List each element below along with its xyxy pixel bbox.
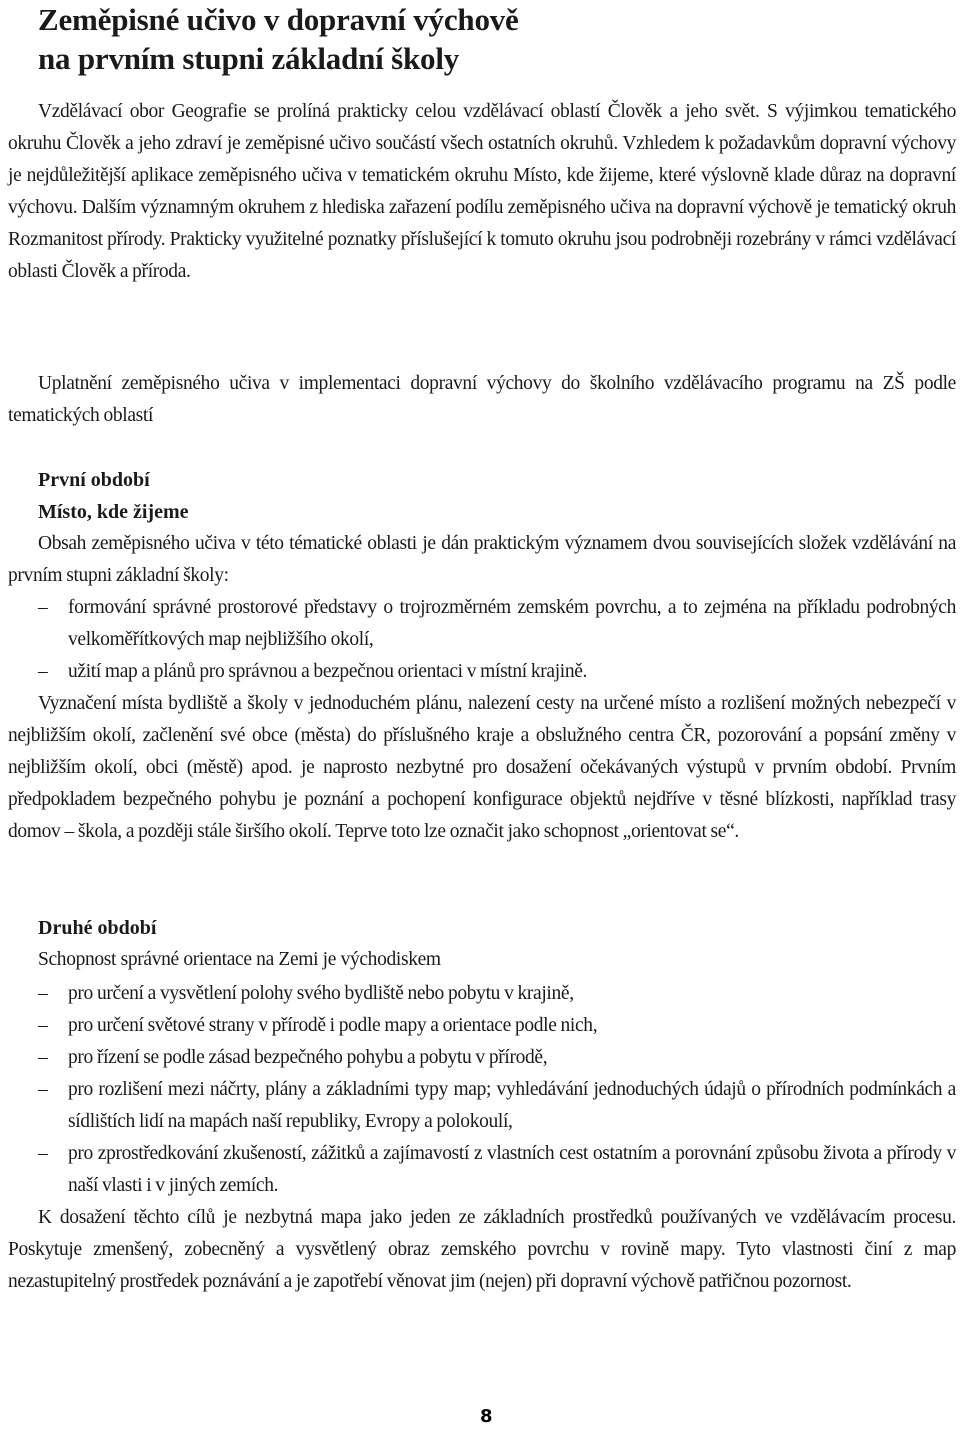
intro-paragraph: Vzdělávací obor Geografie se prolíná prakticky celou vzdělávací oblastí Člověk a jeho svět. S výjimkou tematického okruhu Člověk a jeho zdraví je zeměpisné učivo součástí všech ostatních okruhů. Vzhledem k požadavkům dopravní výchovy je nejdůležitější aplikace zeměpisného učiva v tematickém okruhu Místo, kde žijeme, které výslovně klade důraz na dopravní výchovu. Dalším významným okruhem z hlediska zařazení podílu zeměpisného učiva na dopravní výchově je tematický okruh Rozmanitost přírody. Prakticky využitelné poznatky příslušející k tomuto okruhu jsou podrobněji rozebrány v rámci vzdělávací oblasti Člověk a příroda. <box>8 101 956 282</box>
list-item <box>8 592 956 656</box>
period1-lead: Obsah zeměpisného učiva v této tématické oblasti je dán praktickým významem dvou souvisejících složek vzdělávání na prvním stupni základní školy: <box>8 533 956 586</box>
list-item-text: formování správné prostorové představy o trojrozměrném zemském povrchu, a to zejména na příkladu podrobných velkoměřítkových map nejbližšího okolí, <box>68 597 956 650</box>
dash-bullet: – <box>38 1047 48 1068</box>
list-item-text: pro řízení se podle zásad bezpečného pohybu a pobytu v přírodě, <box>68 1047 548 1068</box>
period1-list <box>8 592 956 688</box>
period1-heading: První období <box>38 469 150 491</box>
dash-bullet: – <box>38 1079 48 1100</box>
list-item-text: pro rozlišení mezi náčrty, plány a základními typy map; vyhledávání jednoduchých údajů o přírodních podmínkách a sídlištích lidí na mapách naší republiky, Evropy a polokoulí, <box>68 1079 956 1132</box>
period2-lead: Schopnost správné orientace na Zemi je východiskem <box>38 949 441 970</box>
list-item-text: pro zprostředkování zkušeností, zážitků a zajímavostí z vlastních cest ostatním a porovnání způsobu života a přírody v naší vlasti i v jiných zemích. <box>68 1143 956 1196</box>
document-page <box>8 0 956 1432</box>
title-line-2: na prvním stupni základní školy <box>38 41 460 76</box>
dash-bullet: – <box>38 1015 48 1036</box>
list-item <box>8 656 956 688</box>
period1-subheading: Místo, kde žijeme <box>38 501 189 523</box>
page-number: 8 <box>480 1406 493 1427</box>
list-item-text: užití map a plánů pro správnou a bezpečnou orientaci v místní krajině. <box>68 661 588 682</box>
dash-bullet: – <box>38 983 48 1004</box>
list-item <box>8 1010 956 1042</box>
list-item <box>8 1042 956 1074</box>
period2-heading: Druhé období <box>38 917 157 939</box>
period2-list <box>8 978 956 1202</box>
period2-closing: K dosažení těchto cílů je nezbytná mapa jako jeden ze základních prostředků používaných ve vzdělávacím procesu. Poskytuje zmenšený, zobecněný a vysvětlený obraz zemského povrchu v rovině mapy. Tyto vlastnosti činí z map nezastupitelný prostředek poznávání a je zapotřebí věnovat jim (nejen) při dopravní výchově patřičnou pozornost. <box>8 1207 956 1292</box>
dash-bullet: – <box>38 661 48 682</box>
title-line-1: Zeměpisné učivo v dopravní výchově <box>38 2 519 37</box>
page-title <box>38 0 519 78</box>
list-item-text: pro určení světové strany v přírodě i podle mapy a orientace podle nich, <box>68 1015 598 1036</box>
list-item <box>8 1138 956 1202</box>
list-item-text: pro určení a vysvětlení polohy svého bydliště nebo pobytu v krajině, <box>68 983 574 1004</box>
uplatneni-paragraph: Uplatnění zeměpisného učiva v implementaci dopravní výchovy do školního vzdělávacího programu na ZŠ podle tematických oblastí <box>8 373 956 426</box>
dash-bullet: – <box>38 597 48 618</box>
list-item <box>8 1074 956 1138</box>
list-item <box>8 978 956 1010</box>
dash-bullet: – <box>38 1143 48 1164</box>
period1-closing: Vyznačení místa bydliště a školy v jednoduchém plánu, nalezení cesty na určené místo a rozlišení možných nebezpečí v nejbližším okolí, začlenění své obce (města) do příslušného kraje a obslužného centra ČR, pozorování a popsání změny v nejbližším okolí, obci (městě) apod. je naprosto nezbytné pro dosažení očekávaných výstupů v prvním období. Prvním předpokladem bezpečného pohybu je poznání a pochopení konfigurace objektů nejdříve v těsné blízkosti, například trasy domov – škola, a později stále širšího okolí. Teprve toto lze označit jako schopnost „orientovat se“. <box>8 693 956 842</box>
